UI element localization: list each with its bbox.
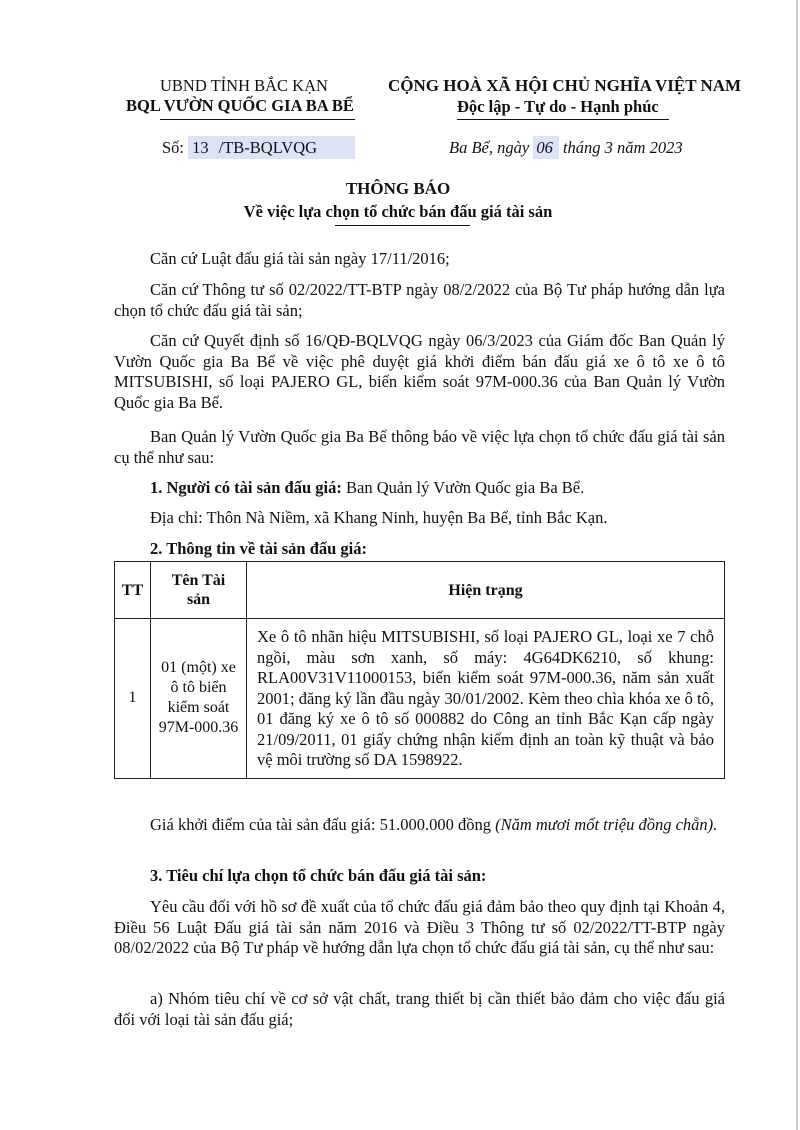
table-header-row — [115, 562, 725, 619]
header-tt: TT — [115, 562, 151, 619]
subject-underline — [335, 225, 470, 226]
basis-circular: Căn cứ Thông tư số 02/2022/TT-BTP ngày 08/2/2022 của Bộ Tư pháp hướng dẫn lựa chọn tổ chức đấu giá tài sản; — [114, 280, 725, 320]
country-name: CỘNG HOÀ XÃ HỘI CHỦ NGHĨA VIỆT NAM — [388, 76, 742, 95]
org-name: BQL VƯỜN QUỐC GIA BA BỂ — [126, 96, 354, 115]
section-2-heading: 2. Thông tin về tài sản đấu giá: — [150, 539, 367, 558]
org-underline — [160, 119, 355, 120]
row-status: Xe ô tô nhãn hiệu MITSUBISHI, số loại PAJERO GL, loại xe 7 chỗ ngồi, màu sơn xanh, số máy: 4G64DK6210, số khung: RLA00V31V11000153, biển kiểm soát 97M-000.36, năm sản xuất 2001; đăng ký lần đầu ngày 30/01/2002. Kèm theo chìa khóa xe ô tô, 01 đăng ký xe ô tô số 000882 do Công an tỉnh Bắc Kạn cấp ngày 21/09/2011, 01 giấy chứng nhận kiểm định an toàn kỹ thuật và bảo vệ môi trường số DA 1598922. — [247, 619, 725, 779]
org-parent: UBND TỈNH BẮC KẠN — [160, 76, 328, 95]
section-3-heading: 3. Tiêu chí lựa chọn tổ chức bán đấu giá tài sản: — [150, 866, 487, 885]
doc-number-prefix: Số: — [162, 138, 185, 157]
basis-law: Căn cứ Luật đấu giá tài sản ngày 17/11/2016; — [150, 249, 450, 268]
doc-title: THÔNG BÁO — [345, 179, 451, 198]
doc-number-value: 13 — [188, 136, 213, 159]
date-day: 06 — [533, 136, 559, 159]
header-status: Hiện trạng — [247, 562, 725, 619]
price-text: Giá khởi điểm của tài sản đấu giá: 51.000.000 đồng — [150, 815, 496, 834]
price-words: (Năm mươi mốt triệu đồng chẵn). — [495, 815, 718, 834]
place-date — [449, 138, 683, 158]
basis-decision: Căn cứ Quyết định số 16/QĐ-BQLVQG ngày 06/3/2023 của Giám đốc Ban Quản lý Vườn Quốc gia Ba Bể về việc phê duyệt giá khởi điểm bán đấu giá xe ô tô xe ô tô MITSUBISHI, số loại PAJERO GL, biển kiểm soát 97M-000.36 của Ban Quản lý Vườn Quốc gia Ba Bể. — [114, 331, 725, 412]
announcement-intro: Ban Quản lý Vườn Quốc gia Ba Bể thông báo về việc lựa chọn tổ chức đấu giá tài sản cụ thể như sau: — [114, 427, 725, 467]
row-name: 01 (một) xe ô tô biển kiểm soát 97M-000.36 — [151, 619, 247, 779]
doc-number-suffix: /TB-BQLVQG — [213, 136, 355, 159]
place-date-prefix: Ba Bể, ngày — [449, 138, 530, 157]
starting-price — [114, 815, 725, 836]
table-row — [115, 619, 725, 779]
criteria-a: a) Nhóm tiêu chí về cơ sở vật chất, trang thiết bị cần thiết bảo đảm cho việc đấu giá đối với loại tài sản đấu giá; — [114, 989, 725, 1029]
section-1-heading: 1. Người có tài sản đấu giá: — [150, 478, 342, 497]
row-tt: 1 — [115, 619, 151, 779]
owner-address: Địa chỉ: Thôn Nà Niềm, xã Khang Ninh, huyện Ba Bể, tỉnh Bắc Kạn. — [150, 508, 608, 527]
header-name: Tên Tài sản — [151, 562, 247, 619]
section-1-value: Ban Quản lý Vườn Quốc gia Ba Bể. — [341, 478, 585, 497]
section-3-requirements: Yêu cầu đối với hồ sơ đề xuất của tổ chức đấu giá đảm bảo theo quy định tại Khoản 4, Điều 56 Luật Đấu giá tài sản năm 2016 và Điều 3 Thông tư số 02/2022/TT-BTP ngày 08/02/2022 của Bộ Tư pháp về hướng dẫn lựa chọn tổ chức đấu giá tài sản, cụ thể như sau: — [114, 897, 725, 957]
doc-number — [162, 138, 355, 158]
doc-subject: Về việc lựa chọn tổ chức bán đấu giá tài sản — [243, 202, 553, 221]
date-month-year: tháng 3 năm 2023 — [562, 138, 683, 157]
asset-table — [114, 561, 725, 779]
motto-underline — [457, 119, 669, 120]
motto: Độc lập - Tự do - Hạnh phúc — [457, 97, 659, 116]
section-1 — [150, 478, 584, 498]
